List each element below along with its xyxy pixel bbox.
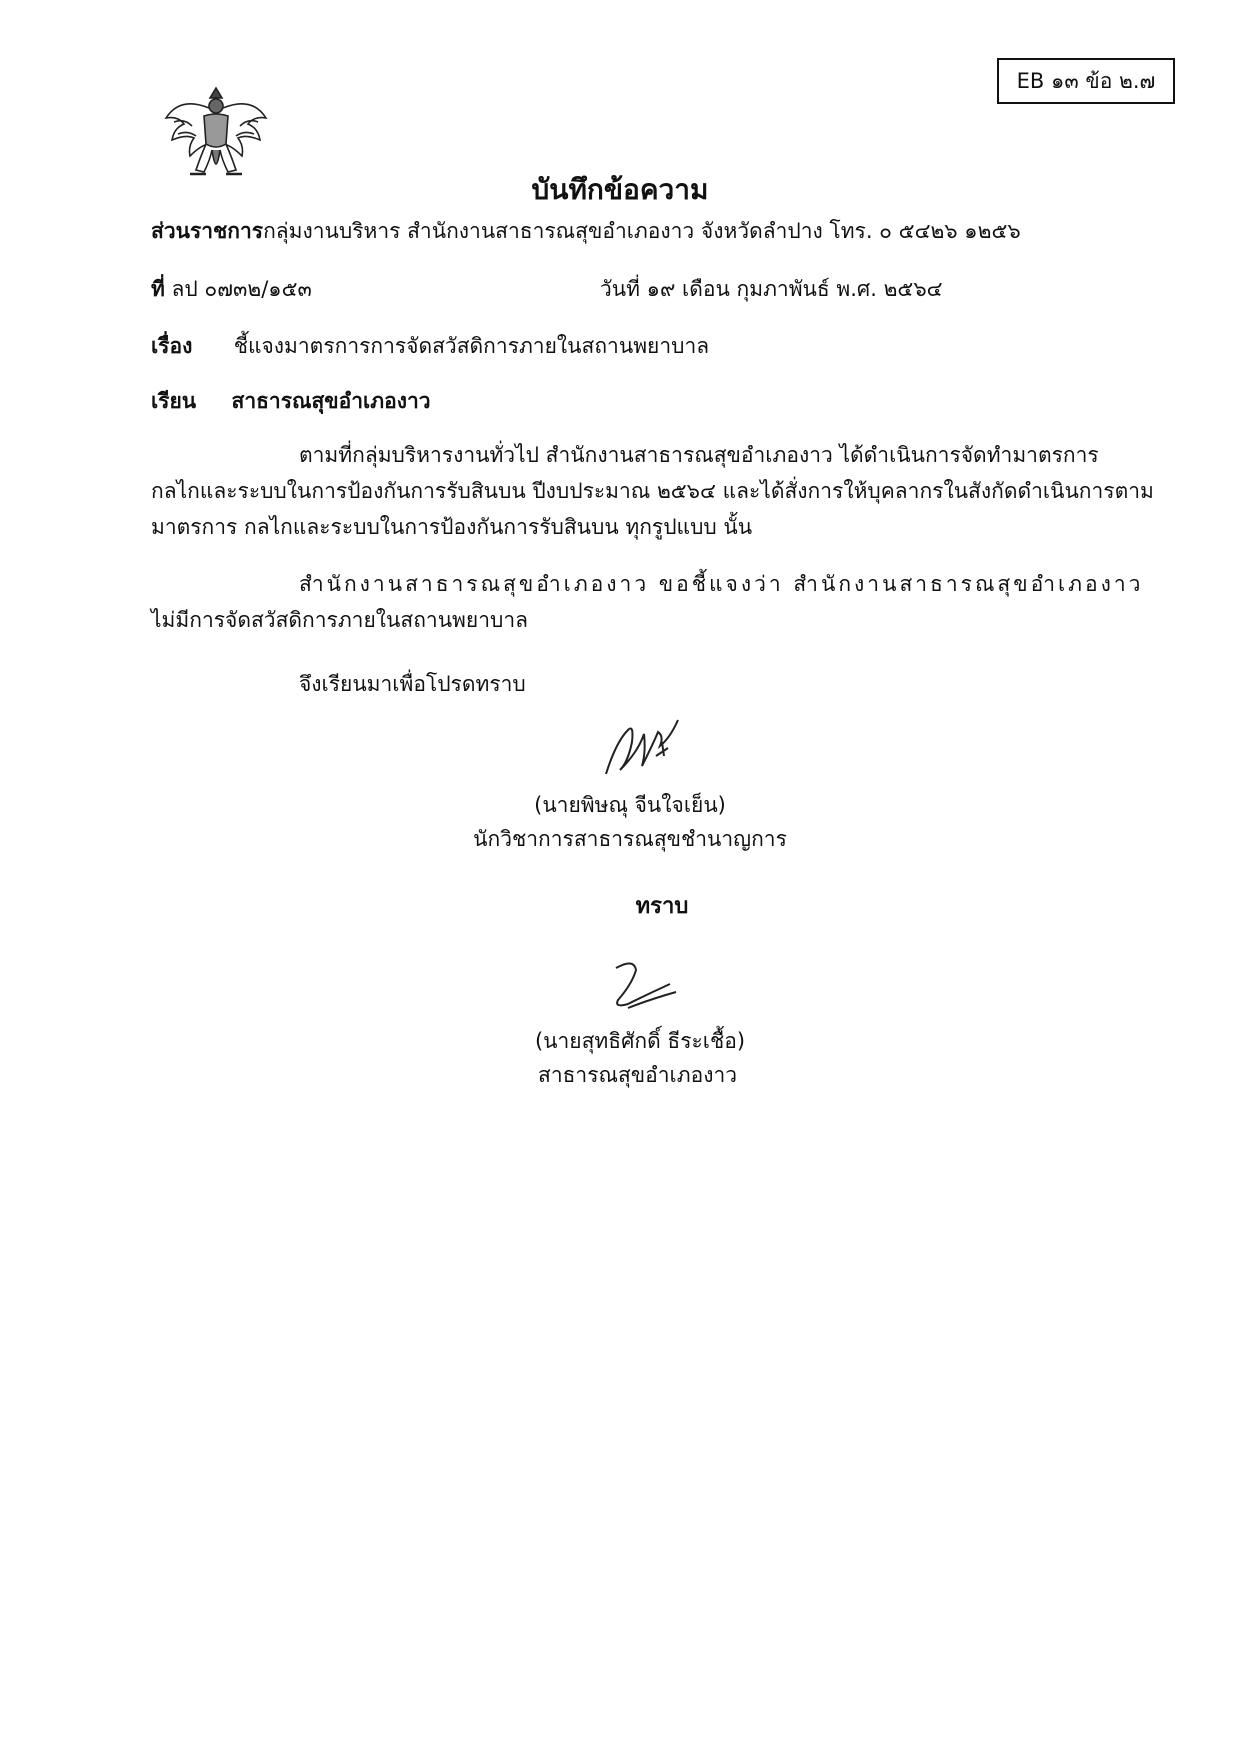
body-paragraph-2 (151, 566, 1144, 638)
subject-line (151, 330, 709, 363)
signer-1-name: (นายพิษณุ จีนใจเย็น) (534, 793, 726, 817)
memo-title: บันทึกข้อความ (531, 173, 709, 206)
signature-2-image (598, 950, 688, 1020)
paragraph-line: สำนักงานสาธารณสุขอำเภองาว ขอชี้แจงว่า สำนักงานสาธารณสุขอำเภองาว (299, 572, 1144, 596)
body-paragraph-1 (151, 437, 1154, 545)
recipient-value: สาธารณสุขอำเภองาว (231, 389, 431, 413)
signature-1-image (598, 712, 688, 782)
signer-1-position: นักวิชาการสาธารณสุขชำนาญการ (473, 827, 787, 851)
signer-1-block (460, 788, 800, 856)
doc-number-line (151, 273, 312, 306)
reference-box-text: EB ๑๓ ข้อ ๒.๗ (1016, 68, 1156, 93)
acknowledge-text: ทราบ (635, 894, 689, 919)
recipient-line (151, 385, 431, 418)
agency-value: กลุ่มงานบริหาร สำนักงานสาธารณสุขอำเภองาว จังหวัดลำปาง โทร. ๐ ๕๔๒๖ ๑๒๕๖ (263, 219, 1021, 243)
doc-number-value: ลป ๐๗๓๒/๑๕๓ (171, 277, 312, 301)
recipient-label: เรียน (151, 389, 197, 413)
reference-box (997, 58, 1175, 104)
agency-line (151, 215, 1021, 248)
signer-2-name: (นายสุทธิศักดิ์ ธีระเชื้อ) (534, 1029, 746, 1053)
closing-line: จึงเรียนมาเพื่อโปรดทราบ (299, 672, 526, 696)
signer-2-position: สาธารณสุขอำเภองาว (538, 1063, 738, 1087)
paragraph-line: กลไกและระบบในการป้องกันการรับสินบน ปีงบประมาณ ๒๕๖๔ และได้สั่งการให้บุคลากรในสังกัดดำเนินการตาม (151, 479, 1154, 503)
paragraph-line: มาตรการ กลไกและระบบในการป้องกันการรับสินบน ทุกรูปแบบ นั้น (151, 515, 753, 539)
doc-number-label: ที่ (151, 277, 165, 301)
agency-label: ส่วนราชการ (151, 219, 264, 243)
paragraph-line: ไม่มีการจัดสวัสดิการภายในสถานพยาบาล (151, 608, 528, 632)
subject-label: เรื่อง (151, 334, 193, 358)
date-line: วันที่ ๑๙ เดือน กุมภาพันธ์ พ.ศ. ๒๕๖๔ (600, 277, 943, 301)
paragraph-line: ตามที่กลุ่มบริหารงานทั่วไป สำนักงานสาธารณสุขอำเภองาว ได้ดำเนินการจัดทำมาตรการ (299, 443, 1099, 467)
signer-2-block (490, 1024, 790, 1092)
subject-value: ชี้แจงมาตรการการจัดสวัสดิการภายในสถานพยาบาล (233, 334, 710, 358)
